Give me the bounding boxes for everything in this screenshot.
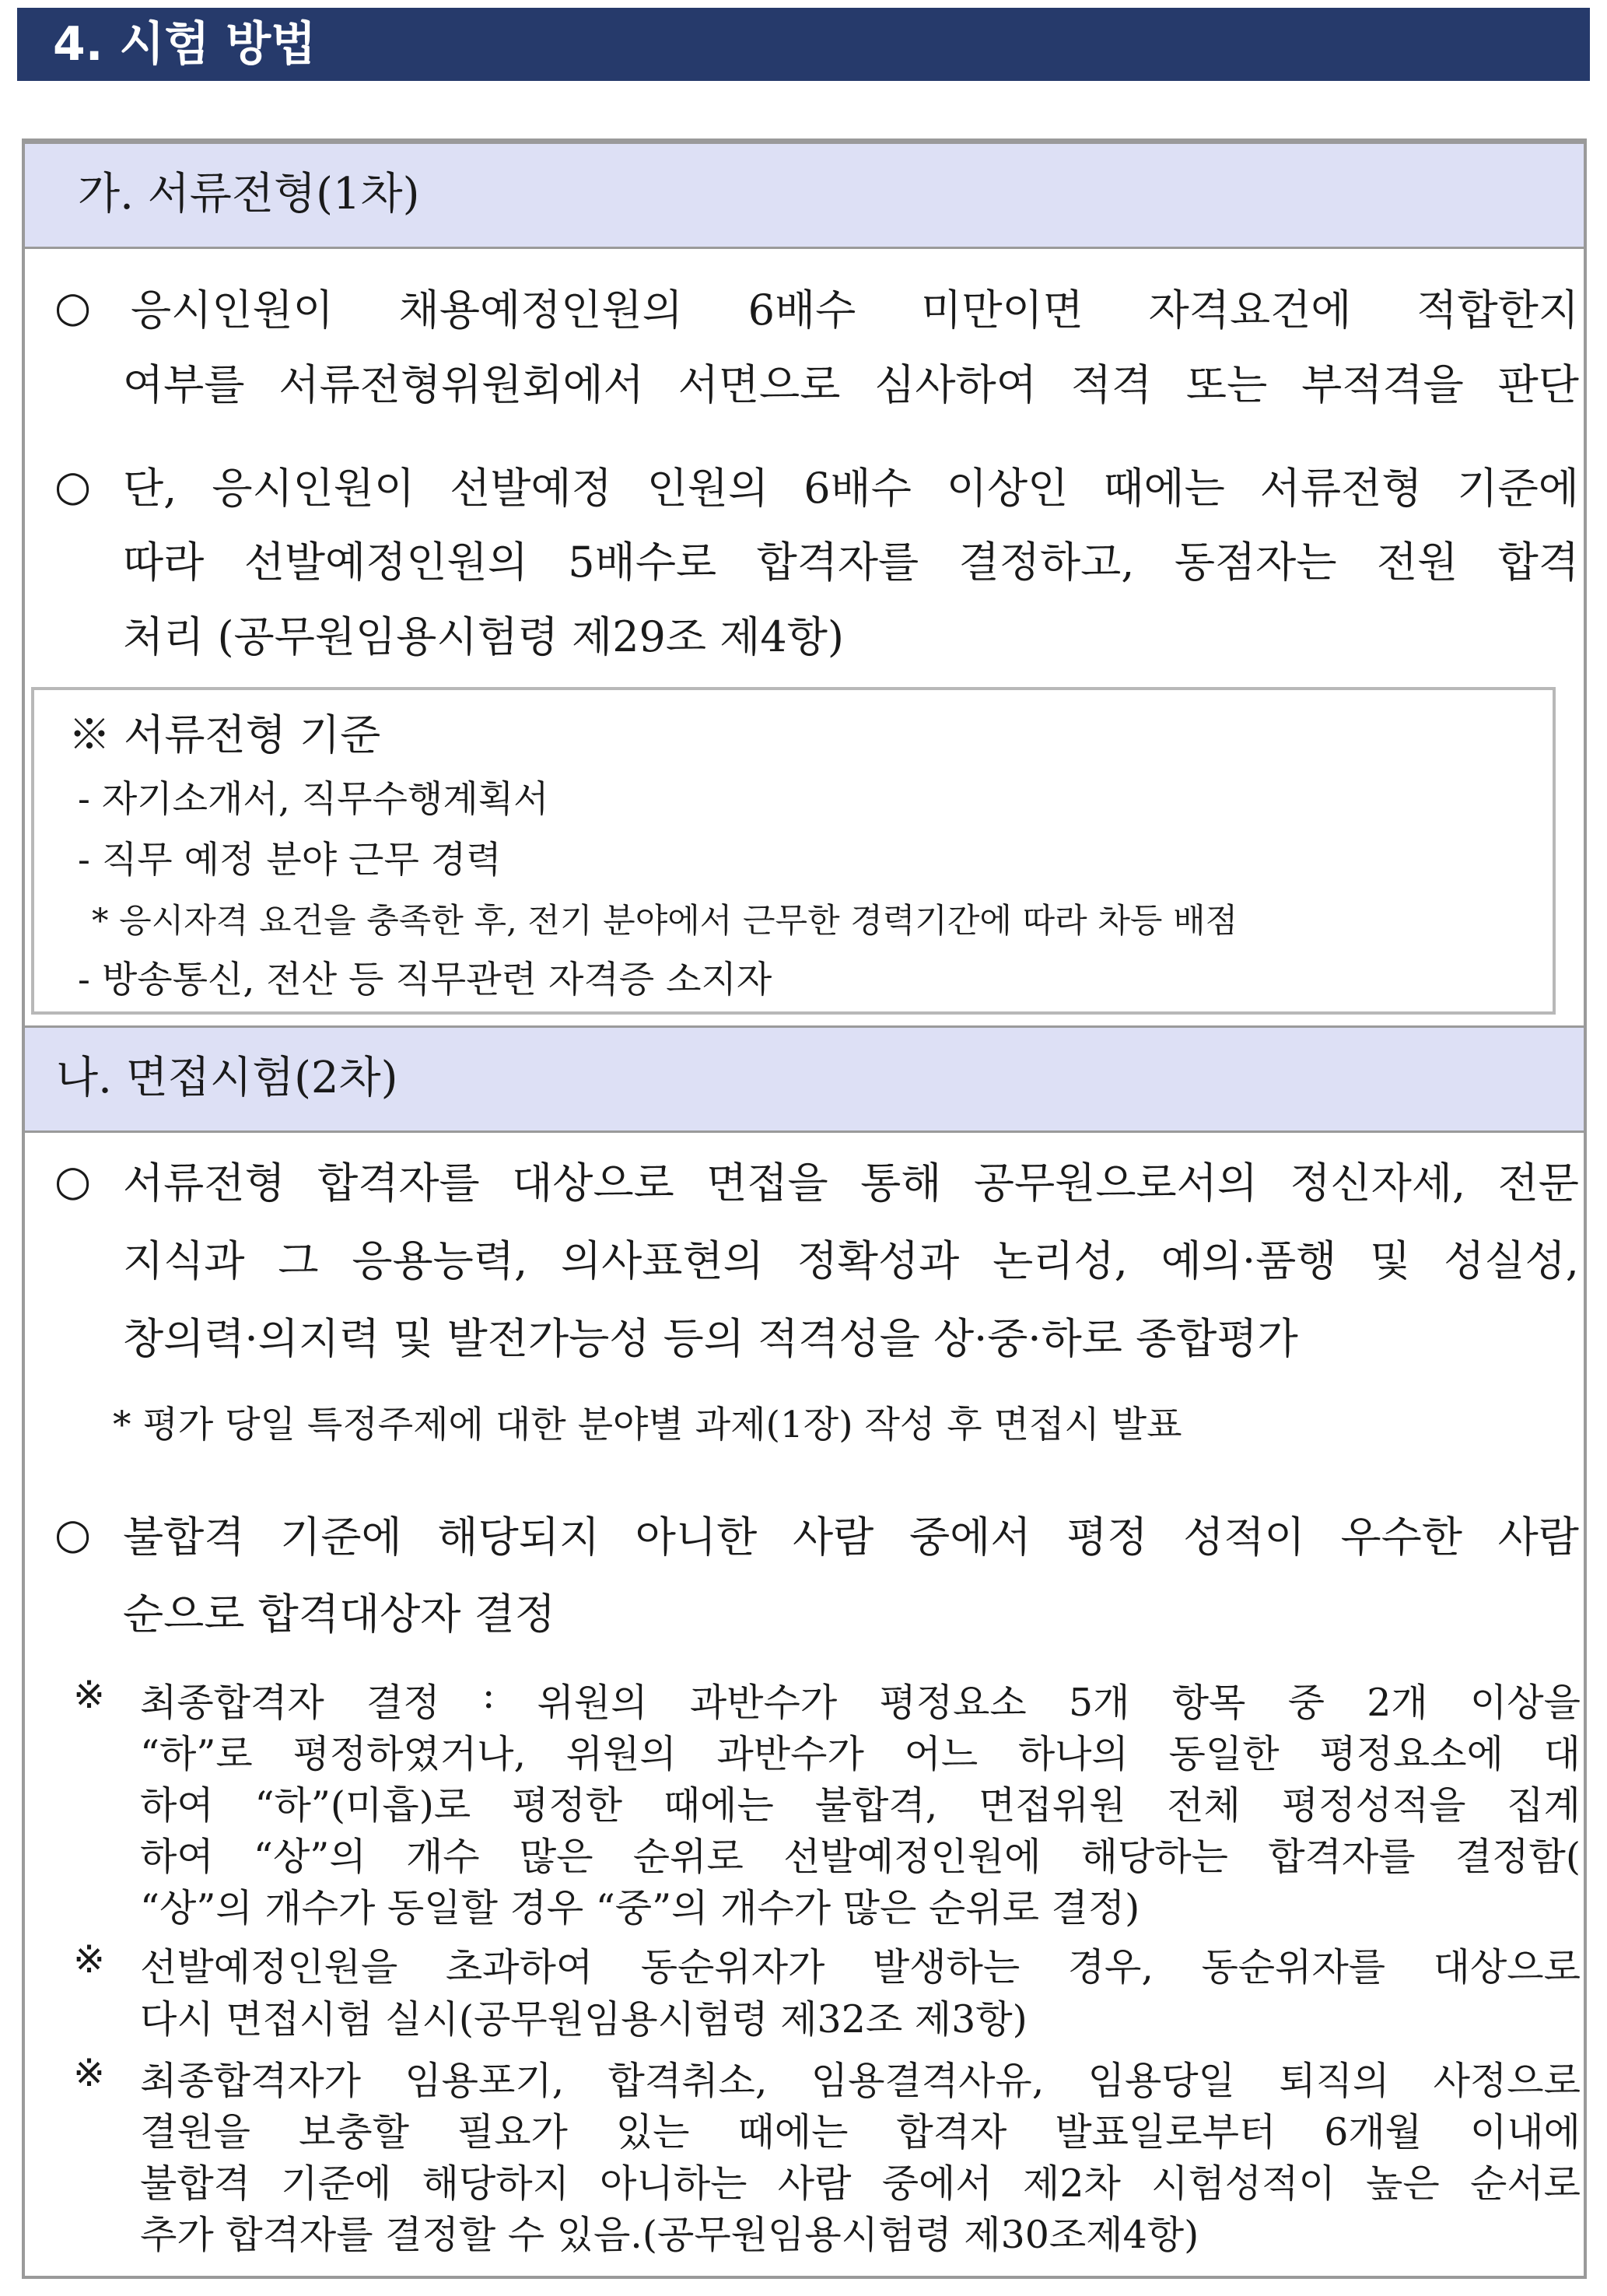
- bullet-icon: ○: [54, 461, 92, 510]
- a-item2-line2: [123, 529, 1579, 589]
- word: 과반수가: [689, 1681, 838, 1725]
- note-2-line2: 다시 면접시험 실시(공무원임용시험령 제32조 제3항): [140, 1997, 1028, 2042]
- word: 통해: [860, 1159, 942, 1208]
- note-mark-icon: ※: [73, 2051, 106, 2095]
- word: 불합격: [140, 2161, 251, 2206]
- word: 성적이: [1183, 1513, 1305, 1562]
- b-item1-subnote: * 평가 당일 특정주제에 대한 분야별 과제(1장) 작성 후 면접시 발표: [113, 1404, 1182, 1446]
- note-1-line2: [140, 1724, 1581, 1779]
- word: 선발예정: [450, 464, 612, 513]
- word: 하여: [140, 1835, 214, 1879]
- word: 대상으로: [1433, 1945, 1581, 1989]
- word: 중: [1287, 1681, 1325, 1725]
- word: 기준에: [280, 1513, 402, 1562]
- word: 필요가: [457, 2110, 568, 2154]
- word: 많은: [519, 1835, 593, 1879]
- word: 면접을: [706, 1159, 828, 1208]
- note-1-line5: “상”의 개수가 동일할 경우 “중”의 개수가 많은 순위로 결정): [140, 1886, 1140, 1930]
- a-item2-line3: 처리 (공무원임용시험령 제29조 제4항): [123, 612, 844, 661]
- word: 선발예정인원을: [140, 1945, 398, 1989]
- word: 판단: [1497, 360, 1579, 409]
- word: 여부를: [123, 360, 245, 409]
- bullet-icon: ○: [54, 282, 92, 331]
- word: 순서로: [1469, 2161, 1581, 2206]
- word: 초과하여: [445, 1945, 593, 1989]
- word: 대상으로: [512, 1159, 674, 1208]
- word: 예의·품행: [1161, 1236, 1337, 1285]
- word: 위원의: [537, 1681, 648, 1725]
- word: 의사표현의: [560, 1236, 764, 1285]
- word: 과반수가: [716, 1732, 864, 1776]
- word: 응용능력,: [352, 1236, 528, 1285]
- note-3-line1: [140, 2051, 1581, 2105]
- word: 높은: [1366, 2161, 1440, 2206]
- word: “하”로: [140, 1732, 253, 1776]
- word: 면접위원: [979, 1783, 1126, 1828]
- word: 시험성적이: [1151, 2161, 1336, 2206]
- word: 제2차: [1023, 2161, 1121, 2206]
- word: 동순위자가: [640, 1945, 825, 1989]
- note-3-line2: [140, 2102, 1581, 2157]
- word: 성실성,: [1444, 1236, 1579, 1285]
- word: 서면으로: [677, 360, 841, 409]
- section-b-heading: 나. 면접시험(2차): [25, 1025, 1584, 1133]
- section-a-heading: 가. 서류전형(1차): [25, 142, 1584, 249]
- word: 이상을: [1469, 1681, 1581, 1725]
- word: 합격자: [896, 2110, 1007, 2154]
- word: 기준에: [1457, 464, 1579, 513]
- word: 응시인원이: [212, 464, 415, 513]
- word: 집계: [1507, 1783, 1581, 1828]
- word: 이내에: [1469, 2110, 1581, 2154]
- word: 평정: [1066, 1513, 1148, 1562]
- a-item2-line1: [123, 455, 1579, 515]
- word: 6개월: [1324, 2110, 1423, 2154]
- word: 전원: [1376, 538, 1458, 587]
- criteria-item: - 방송통신, 전산 등 직무관련 자격증 소지자: [78, 959, 772, 1001]
- word: 평정요소: [879, 1681, 1027, 1725]
- note-3-line4: 추가 합격자를 결정할 수 있음.(공무원임용시험령 제30조제4항): [140, 2213, 1199, 2257]
- word: 아니한: [635, 1513, 758, 1562]
- note-3-line3: [140, 2154, 1581, 2208]
- word: 5개: [1068, 1681, 1130, 1725]
- word: 중에서: [909, 1513, 1031, 1562]
- word: 보충할: [298, 2110, 409, 2154]
- word: 서류전형: [123, 1159, 285, 1208]
- word: 하여: [140, 1783, 214, 1828]
- b-item2-line1: [123, 1504, 1579, 1564]
- note-1-line1: [140, 1673, 1581, 1727]
- word: 동순위자를: [1201, 1945, 1386, 1989]
- b-item2-line2: 순으로 합격대상자 결정: [123, 1590, 555, 1639]
- word: 동일한: [1168, 1732, 1280, 1776]
- word: 퇴직의: [1279, 2059, 1390, 2103]
- word: “하”(미흡)로: [254, 1783, 471, 1828]
- word: 응시인원이: [131, 286, 334, 335]
- word: 자격요건에: [1148, 286, 1352, 335]
- word: 위원의: [565, 1732, 677, 1776]
- word: 임용포기,: [404, 2059, 565, 2103]
- a-item1-line1: [131, 277, 1579, 337]
- word: 부적격을: [1301, 360, 1464, 409]
- word: 및: [1370, 1236, 1411, 1285]
- note-mark-icon: ※: [73, 1673, 106, 1717]
- bullet-icon: ○: [54, 1509, 92, 1558]
- word: 임용결격사유,: [811, 2059, 1045, 2103]
- criteria-item: - 직무 예정 분야 근무 경력: [78, 839, 502, 882]
- word: 심사하여: [874, 360, 1037, 409]
- word: 적합한지: [1416, 286, 1579, 335]
- word: 동점자는: [1174, 538, 1337, 587]
- word: 전체: [1167, 1783, 1241, 1828]
- word: 사람: [777, 2161, 852, 2206]
- word: 합격자를: [756, 538, 919, 587]
- word: 최종합격자가: [140, 2059, 362, 2103]
- word: 공무원으로서의: [973, 1159, 1258, 1208]
- word: 어느: [904, 1732, 979, 1776]
- word: 결원을: [140, 2110, 251, 2154]
- word: 또는: [1185, 360, 1268, 409]
- note-1-line4: [140, 1827, 1581, 1881]
- note-2-line1: [140, 1937, 1581, 1992]
- word: 해당되지: [437, 1513, 600, 1562]
- word: 중에서: [881, 2161, 993, 2206]
- word: 지식과: [123, 1236, 245, 1285]
- word: 개수: [405, 1835, 480, 1879]
- word: 평정하였거나,: [292, 1732, 527, 1776]
- word: 발생하는: [872, 1945, 1021, 1989]
- note-mark-icon: ※: [73, 1937, 106, 1982]
- word: 사람: [792, 1513, 874, 1562]
- word: 있는: [615, 2110, 690, 2154]
- word: 불합격,: [814, 1783, 938, 1828]
- note-1-line3: [140, 1775, 1581, 1830]
- word: 평정요소에: [1319, 1732, 1504, 1776]
- word: 적격: [1070, 360, 1153, 409]
- word: 기준에: [281, 2161, 392, 2206]
- word: 인원의: [646, 464, 769, 513]
- b-item1-line1: [123, 1150, 1579, 1210]
- word: 정확성과: [796, 1236, 960, 1285]
- word: 때에는: [1103, 464, 1225, 513]
- word: 합격자를: [1268, 1835, 1416, 1879]
- word: 대: [1543, 1732, 1581, 1776]
- word: 이상인: [946, 464, 1069, 513]
- word: 최종합격자: [140, 1681, 324, 1725]
- word: 불합격: [123, 1513, 245, 1562]
- word: 합격자를: [317, 1159, 480, 1208]
- word: 순위로: [632, 1835, 744, 1879]
- word: 하나의: [1017, 1732, 1129, 1776]
- word: 합격: [1497, 538, 1579, 587]
- word: 결정: [366, 1681, 440, 1725]
- word: 미만이면: [921, 286, 1084, 335]
- word: 5배수로: [568, 538, 717, 587]
- b-item1-line2: [123, 1228, 1579, 1288]
- word: 경우,: [1067, 1945, 1154, 1989]
- word: 6배수: [747, 286, 856, 335]
- word: 서류전형: [1259, 464, 1423, 513]
- word: 사람: [1497, 1513, 1579, 1562]
- word: 임용당일: [1087, 2059, 1235, 2103]
- word: 따라: [123, 538, 205, 587]
- word: 단,: [123, 464, 177, 513]
- word: 선발예정인원에: [783, 1835, 1042, 1879]
- word: 서류전형위원회에서: [278, 360, 644, 409]
- a-item1-line2: [123, 352, 1579, 412]
- word: 채용예정인원의: [398, 286, 683, 335]
- word: 항목: [1171, 1681, 1246, 1725]
- word: 때에는: [737, 2110, 849, 2154]
- word: 결정하고,: [958, 538, 1135, 587]
- bullet-icon: ○: [54, 1156, 92, 1205]
- word: 아니하는: [600, 2161, 747, 2206]
- criteria-item: - 자기소개서, 직무수행계획서: [78, 778, 549, 821]
- word: 선발예정인원의: [243, 538, 528, 587]
- word: 발표일로부터: [1055, 2110, 1276, 2154]
- word: 우수한: [1340, 1513, 1462, 1562]
- word: 평정성적을: [1281, 1783, 1466, 1828]
- criteria-title: ※ 서류전형 기준: [68, 710, 381, 759]
- word: 해당하는: [1080, 1835, 1228, 1879]
- section-title: 4. 시험 방법: [17, 8, 1590, 81]
- word: 합격취소,: [607, 2059, 768, 2103]
- word: 정신자세,: [1290, 1159, 1466, 1208]
- word: 2개: [1367, 1681, 1428, 1725]
- word: 6배수: [804, 464, 912, 513]
- word: :: [481, 1673, 495, 1717]
- word: “상”의: [253, 1835, 366, 1879]
- word: 사정으로: [1433, 2059, 1581, 2103]
- word: 때에는: [663, 1783, 774, 1828]
- b-item1-line3: 창의력·의지력 및 발전가능성 등의 적격성을 상·중·하로 종합평가: [123, 1314, 1298, 1363]
- word: 논리성,: [993, 1236, 1128, 1285]
- word: 평정한: [512, 1783, 623, 1828]
- criteria-subnote: * 응시자격 요건을 충족한 후, 전기 분야에서 근무한 경력기간에 따라 차등 배점: [92, 902, 1238, 941]
- word: 전문: [1497, 1159, 1579, 1208]
- word: 결정함(: [1455, 1835, 1581, 1879]
- word: 그: [278, 1236, 319, 1285]
- word: 해당하지: [422, 2161, 569, 2206]
